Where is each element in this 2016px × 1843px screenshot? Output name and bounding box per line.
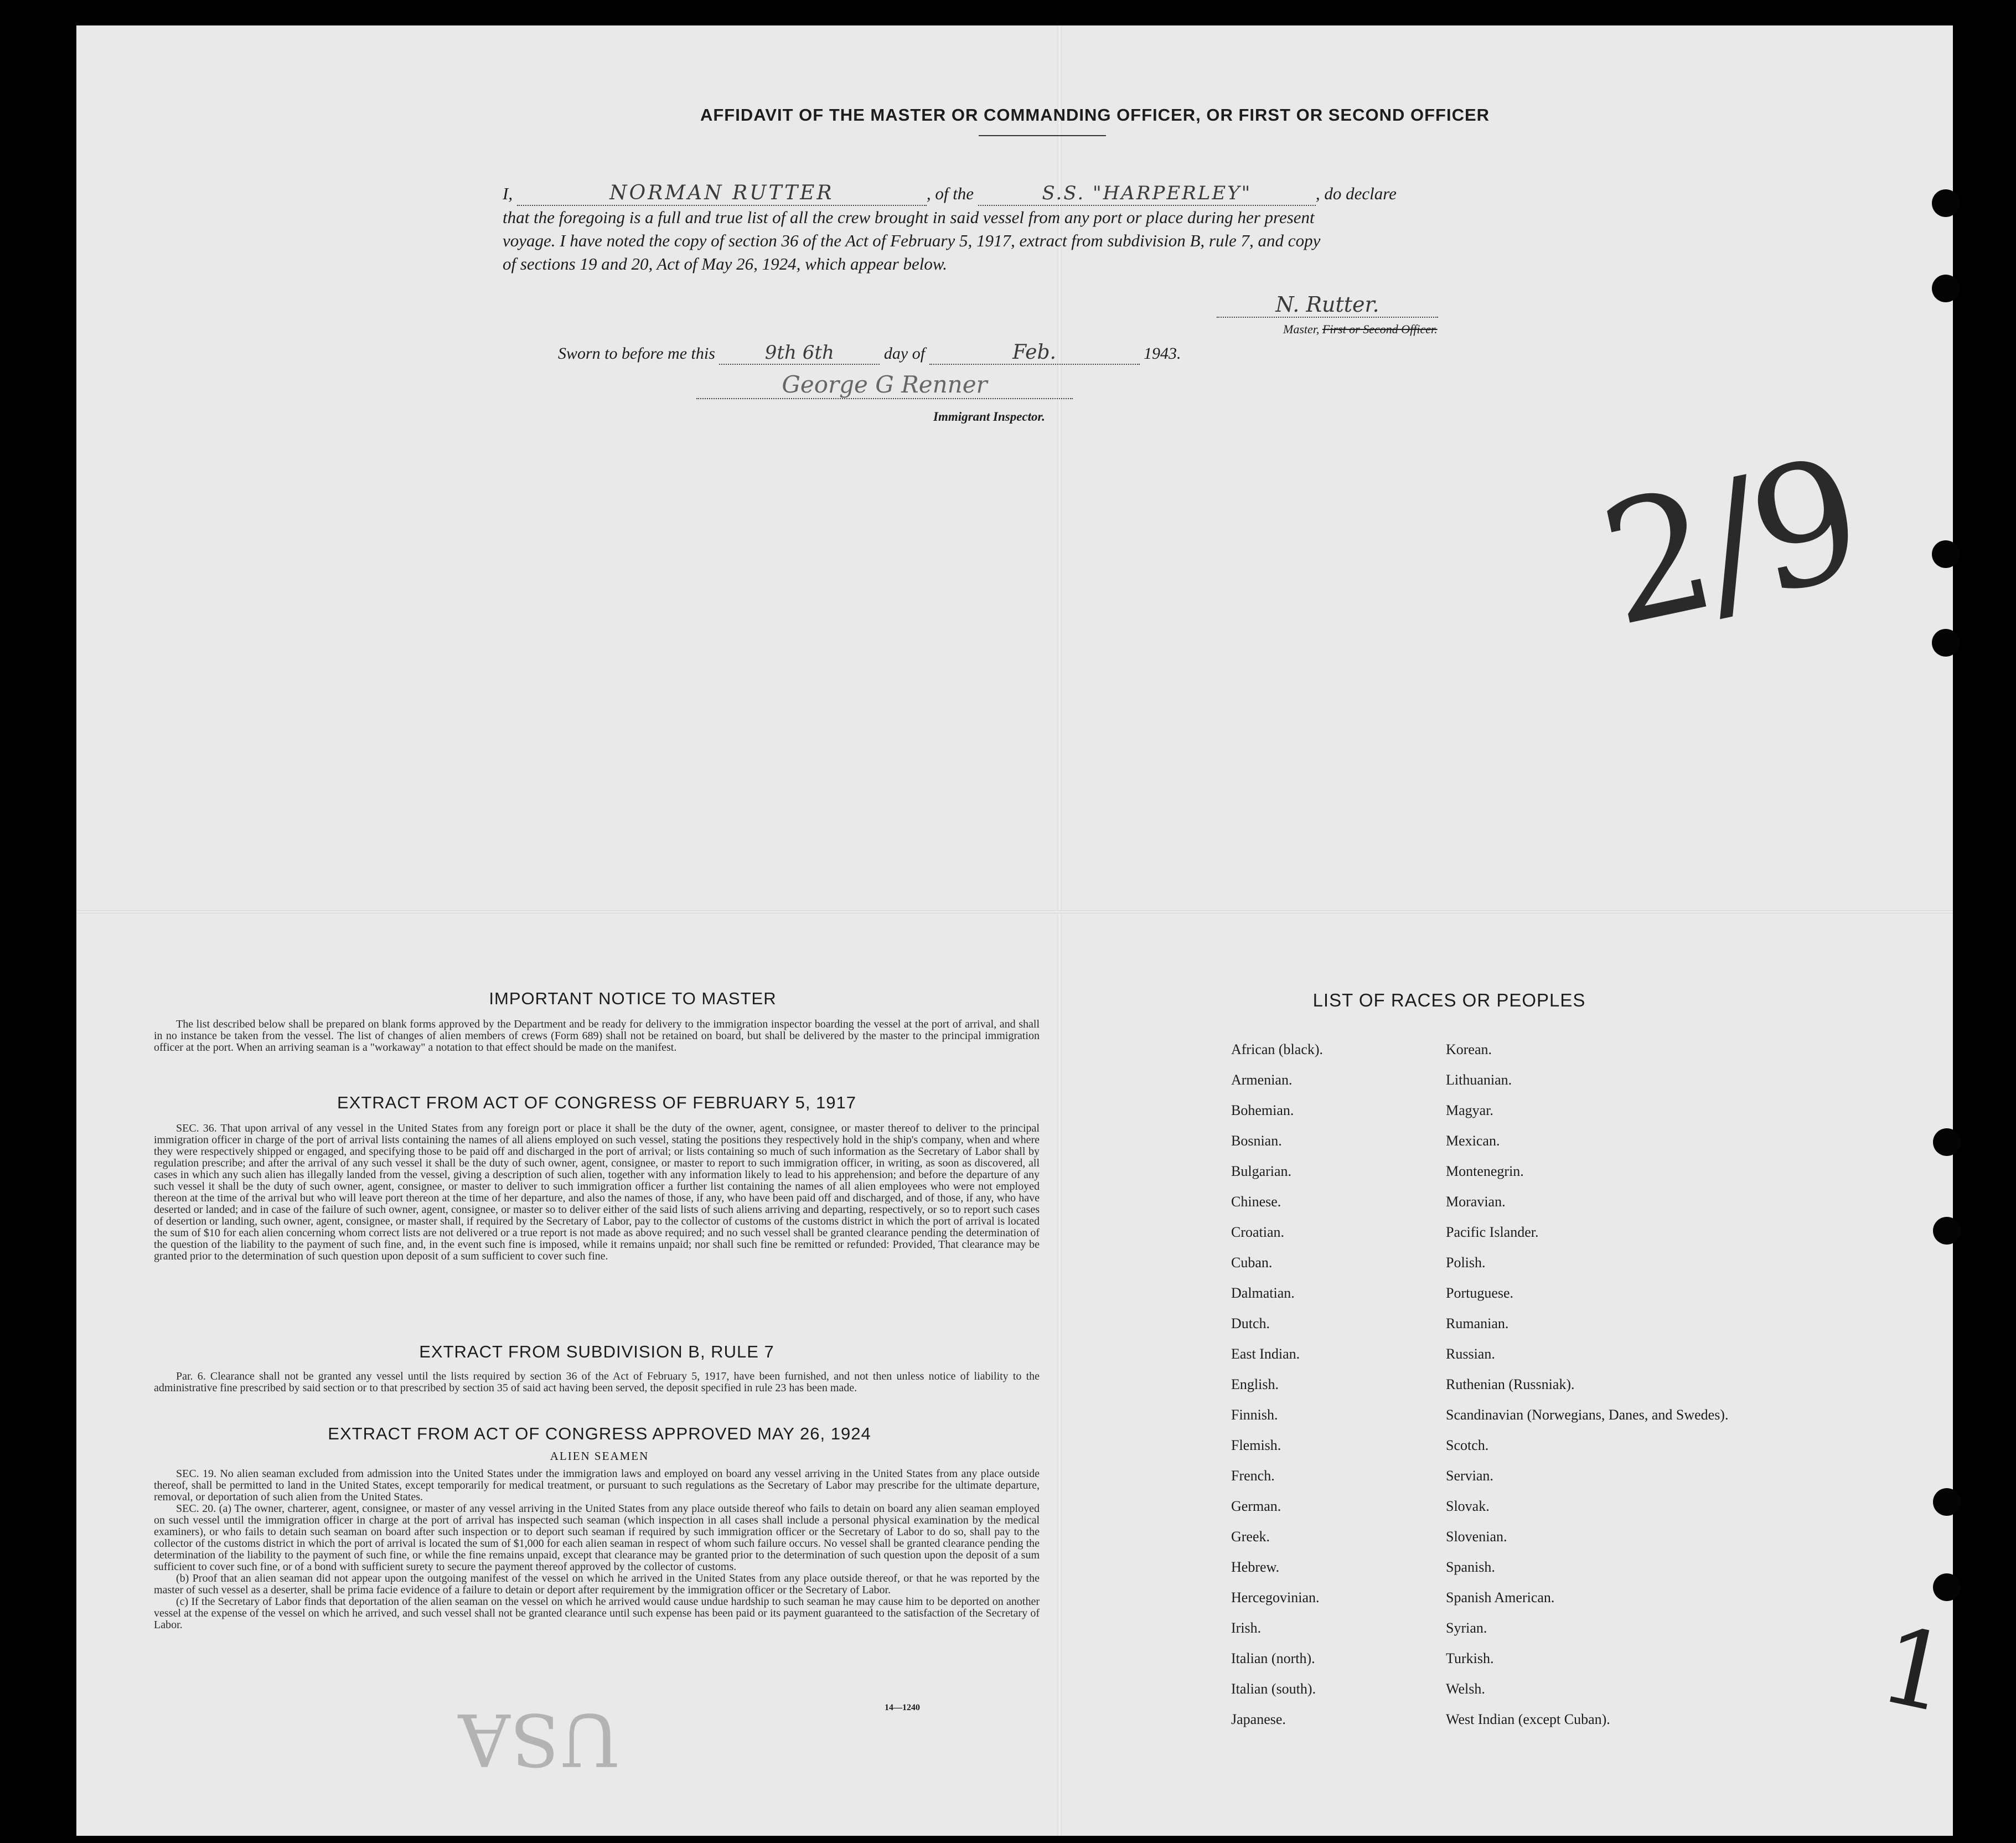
sworn-line <box>558 341 1181 365</box>
race-item: Spanish. <box>1446 1559 1495 1575</box>
handwritten-usa: USA <box>458 1697 621 1782</box>
race-item: Bulgarian. <box>1231 1163 1292 1179</box>
extract-1924-title: EXTRACT FROM ACT OF CONGRESS APPROVED MAY 26, 1924 <box>328 1424 871 1443</box>
section-20c: (c) If the Secretary of Labor finds that deportation of the alien seaman on the vessel on which he arrived would cause undue hardship to such seaman he may cause him to be deported on another vessel at the expense of the vessel on which he arrived, and such vessel shall not be granted clearance until such expense has been paid or its payment guaranteed to the satisfaction of the Secretary of Labor. <box>154 1596 1040 1631</box>
section-20a: SEC. 20. (a) The owner, charterer, agent, consignee, or master of any vessel arriving in the United States from any place outside thereof who fails to detain on board any alien seaman employed on such vessel until the immigration officer in charge at the port of arrival has inspected such seaman (which inspection in all cases shall include a personal physical examination by the medical examiners), or who fails to detain such seaman on board after such inspection or to deport such seaman if required by such immigration officer or the Secretary of Labor to do so, shall pay to the collector of the customs district in which the port of arrival is located the sum of $1,000 for each alien seaman in respect of whom such failure occurs. No vessel shall be granted clearance pending the determination of the liability to the payment of such fine, or while the fine remains unpaid, except that clearance may be granted prior to the determination of such question upon the deposit of a sum sufficient to cover such fine, or of a bond with sufficient surety to secure the payment thereof approved by the collector of customs. <box>154 1503 1040 1573</box>
section-20b: (b) Proof that an alien seaman did not appear upon the outgoing manifest of the vessel on which he arrived in the United States from any place outside thereof, or that he was reported by the master of such vessel as a deserter, shall be prima facie evidence of a failure to detain or deport after requirement by the immigration officer or the Secretary of Labor. <box>154 1572 1040 1596</box>
declaration-line-1 <box>503 182 1648 206</box>
races-title: LIST OF RACES OR PEOPLES <box>1312 990 1586 1010</box>
section-19: SEC. 19. No alien seaman excluded from admission into the United States under the immigration laws and employed on board any vessel arriving in the United States from any place outside thereof, shall be permitted to land in the United States, except temporarily for medical treatment, or pursuant to such regulations as the Secretary of Labor may prescribe for the ultimate departure, removal, or deportation of such alien from the United States. <box>154 1468 1040 1503</box>
race-item: Syrian. <box>1446 1620 1487 1636</box>
race-item: Ruthenian (Russniak). <box>1446 1376 1575 1392</box>
sworn-month: Feb. <box>929 341 1140 365</box>
declare-label: , do declare <box>1315 184 1397 203</box>
races-right-column <box>1446 1042 1734 1742</box>
declaration-line-3: voyage. I have noted the copy of section 36 of the Act of February 5, 1917, extract from subdivision B, rule 7, and copy <box>503 231 1321 250</box>
race-item: Irish. <box>1231 1620 1262 1636</box>
binder-hole <box>1932 629 1960 657</box>
binder-hole <box>1933 1128 1961 1156</box>
race-item: Montenegrin. <box>1446 1163 1524 1179</box>
affidavit-title: AFFIDAVIT OF THE MASTER OR COMMANDING OFFICER, OR FIRST OR SECOND OFFICER <box>700 105 1490 125</box>
i-label: I, <box>503 184 513 203</box>
race-item: English. <box>1231 1376 1279 1392</box>
extract-1924-text <box>154 1468 1040 1631</box>
race-item: Scandinavian (Norwegians, Danes, and Swedes). <box>1446 1407 1729 1423</box>
subdivision-title: EXTRACT FROM SUBDIVISION B, RULE 7 <box>419 1342 774 1361</box>
affidavit-declaration <box>503 182 1648 276</box>
race-item: African (black). <box>1231 1041 1324 1057</box>
race-item: Dalmatian. <box>1231 1285 1295 1301</box>
alien-seamen-subtitle: ALIEN SEAMEN <box>550 1449 649 1463</box>
document-page <box>76 25 1961 1836</box>
binder-hole <box>1932 189 1960 217</box>
race-item: Turkish. <box>1446 1650 1494 1666</box>
race-item: Pacific Islander. <box>1446 1224 1539 1240</box>
subdivision-text: Par. 6. Clearance shall not be granted any vessel until the lists required by section 36 of the Act of February 5, 1917, have been furnished, and not then unless notice of liability to the administrative fine prescribed by said section or to that prescribed by section 35 of said act having been served, the deposit specified in rule 23 has been made. <box>154 1370 1040 1394</box>
of-the-label: , of the <box>926 184 974 203</box>
race-item: Hercegovinian. <box>1231 1589 1320 1605</box>
vertical-fold <box>1057 25 1062 1836</box>
race-item: Armenian. <box>1231 1072 1293 1088</box>
officer-name: NORMAN RUTTER <box>517 182 927 206</box>
sworn-label: Sworn to before me this <box>558 344 715 363</box>
race-item: Bohemian. <box>1231 1102 1294 1118</box>
binder-hole <box>1932 275 1960 302</box>
binder-hole <box>1933 1573 1961 1601</box>
race-item: Finnish. <box>1231 1407 1278 1423</box>
races-left-column <box>1231 1042 1441 1742</box>
race-item: Russian. <box>1446 1346 1495 1362</box>
inspector-signature-line <box>696 371 1073 399</box>
extract-1917-text: SEC. 36. That upon arrival of any vessel in the United States from any foreign port or place it shall be the duty of the owner, agent, consignee, or master thereof to deliver to the principal immigration officer in charge of the port of arrival lists containing the names of all aliens employed on such vessel, stating the positions they respectively hold in the ship's company, when and where they were respectively shipped or engaged, and specifying those to be paid off and discharged in the port of arrival; or lists containing so much of such information as the Secretary of Labor shall by regulation prescribe; and after the arrival of any such vessel it shall be the duty of such owner, agent, consignee, or master to report to such immigration officer, in writing, as soon as discovered, all cases in which any such alien has illegally landed from the vessel, giving a description of such alien, together with any information likely to lead to his apprehension; and before the departure of any such vessel it shall be the duty of such owner, agent, consignee, or master to deliver to such immigration officer a further list containing the names of all alien employees who were not employed thereon at the time of the arrival but who will leave port thereon at the time of her departure, and also the names of those, if any, who have been paid off and discharged, and of those, if any, who have deserted or landed; and in case of the failure of such owner, agent, consignee, or master so to deliver either of the said lists of such aliens arriving and departing, respectively, or so to report such cases of desertion or landing, such owner, agent, consignee, or master shall, if required by the Secretary of Labor, pay to the collector of customs of the customs district in which the port of arrival is located the sum of $10 for each alien concerning whom correct lists are not delivered or a true report is not made as above required; and no such vessel shall be granted clearance pending the determination of the question of the liability to the payment of such fine, and, in the event such fine is imposed, while it remains unpaid; nor shall such fine be remitted or refunded: Provided, That clearance may be granted prior to the determination of such question upon deposit of a sum sufficient to cover such fine. <box>154 1122 1040 1262</box>
sworn-day: 9th 6th <box>719 342 880 365</box>
title-rule <box>979 135 1106 136</box>
binder-hole <box>1933 1488 1961 1516</box>
race-item: Slovenian. <box>1446 1529 1507 1545</box>
horizontal-fold <box>76 910 1953 913</box>
race-item: Spanish American. <box>1446 1589 1555 1605</box>
race-item: Portuguese. <box>1446 1285 1514 1301</box>
inspector-signature: George G Renner <box>782 371 988 398</box>
master-label: Master, <box>1283 322 1320 336</box>
master-signature-line <box>1217 292 1438 318</box>
race-item: Dutch. <box>1231 1315 1270 1331</box>
notice-title: IMPORTANT NOTICE TO MASTER <box>489 989 777 1008</box>
race-item: Rumanian. <box>1446 1315 1509 1331</box>
race-item: Italian (south). <box>1231 1681 1316 1697</box>
day-of-label: day of <box>883 344 926 363</box>
race-item: Moravian. <box>1446 1194 1506 1210</box>
handwritten-number: 2/9 <box>1586 422 1873 664</box>
race-item: Welsh. <box>1446 1681 1485 1697</box>
race-item: Chinese. <box>1231 1194 1281 1210</box>
vessel-name: S.S. "HARPERLEY" <box>978 182 1316 206</box>
form-number: 14—1240 <box>885 1703 920 1712</box>
race-item: Lithuanian. <box>1446 1072 1512 1088</box>
binder-hole <box>1932 540 1960 568</box>
race-item: East Indian. <box>1231 1346 1300 1362</box>
master-signature: N. Rutter. <box>1275 292 1379 317</box>
margin-mark: 1 <box>1870 1603 1961 1737</box>
race-item: German. <box>1231 1498 1281 1514</box>
race-item: West Indian (except Cuban). <box>1446 1711 1610 1727</box>
race-item: Polish. <box>1446 1255 1486 1271</box>
race-item: Magyar. <box>1446 1102 1493 1118</box>
notice-text: The list described below shall be prepared on blank forms approved by the Department and be ready for delivery to the immigration inspector boarding the vessel at the port of arrival, and shall in no instance be taken from the vessel. The list of changes of alien members of crews (Form 689) shall not be retained on board, but shall be delivered by the master to the principal immigration officer at the port. When an arriving seaman is a "workaway" a notation to that effect should be made on the manifest. <box>154 1018 1040 1054</box>
race-item: Bosnian. <box>1231 1133 1282 1149</box>
declaration-line-4: of sections 19 and 20, Act of May 26, 1924, which appear below. <box>503 254 948 273</box>
race-item: Hebrew. <box>1231 1559 1280 1575</box>
inspector-label: Immigrant Inspector. <box>933 410 1045 424</box>
race-item: Korean. <box>1446 1041 1492 1057</box>
sworn-year: 1943. <box>1144 344 1181 363</box>
race-item: Slovak. <box>1446 1498 1490 1514</box>
binder-hole <box>1933 1217 1961 1245</box>
race-item: Italian (north). <box>1231 1650 1315 1666</box>
race-item: Cuban. <box>1231 1255 1273 1271</box>
race-item: Flemish. <box>1231 1437 1281 1453</box>
declaration-line-2: that the foregoing is a full and true list of all the crew brought in said vessel from any port or place during her present <box>503 208 1315 227</box>
race-item: Croatian. <box>1231 1224 1285 1240</box>
extract-1917-title: EXTRACT FROM ACT OF CONGRESS OF FEBRUARY 5, 1917 <box>337 1093 857 1112</box>
race-item: Mexican. <box>1446 1133 1500 1149</box>
race-item: Greek. <box>1231 1529 1270 1545</box>
race-item: Japanese. <box>1231 1711 1286 1727</box>
race-item: French. <box>1231 1468 1275 1484</box>
officer-struck: First or Second Officer. <box>1322 322 1438 336</box>
race-item: Scotch. <box>1446 1437 1489 1453</box>
master-caption <box>1283 322 1438 337</box>
race-item: Servian. <box>1446 1468 1493 1484</box>
